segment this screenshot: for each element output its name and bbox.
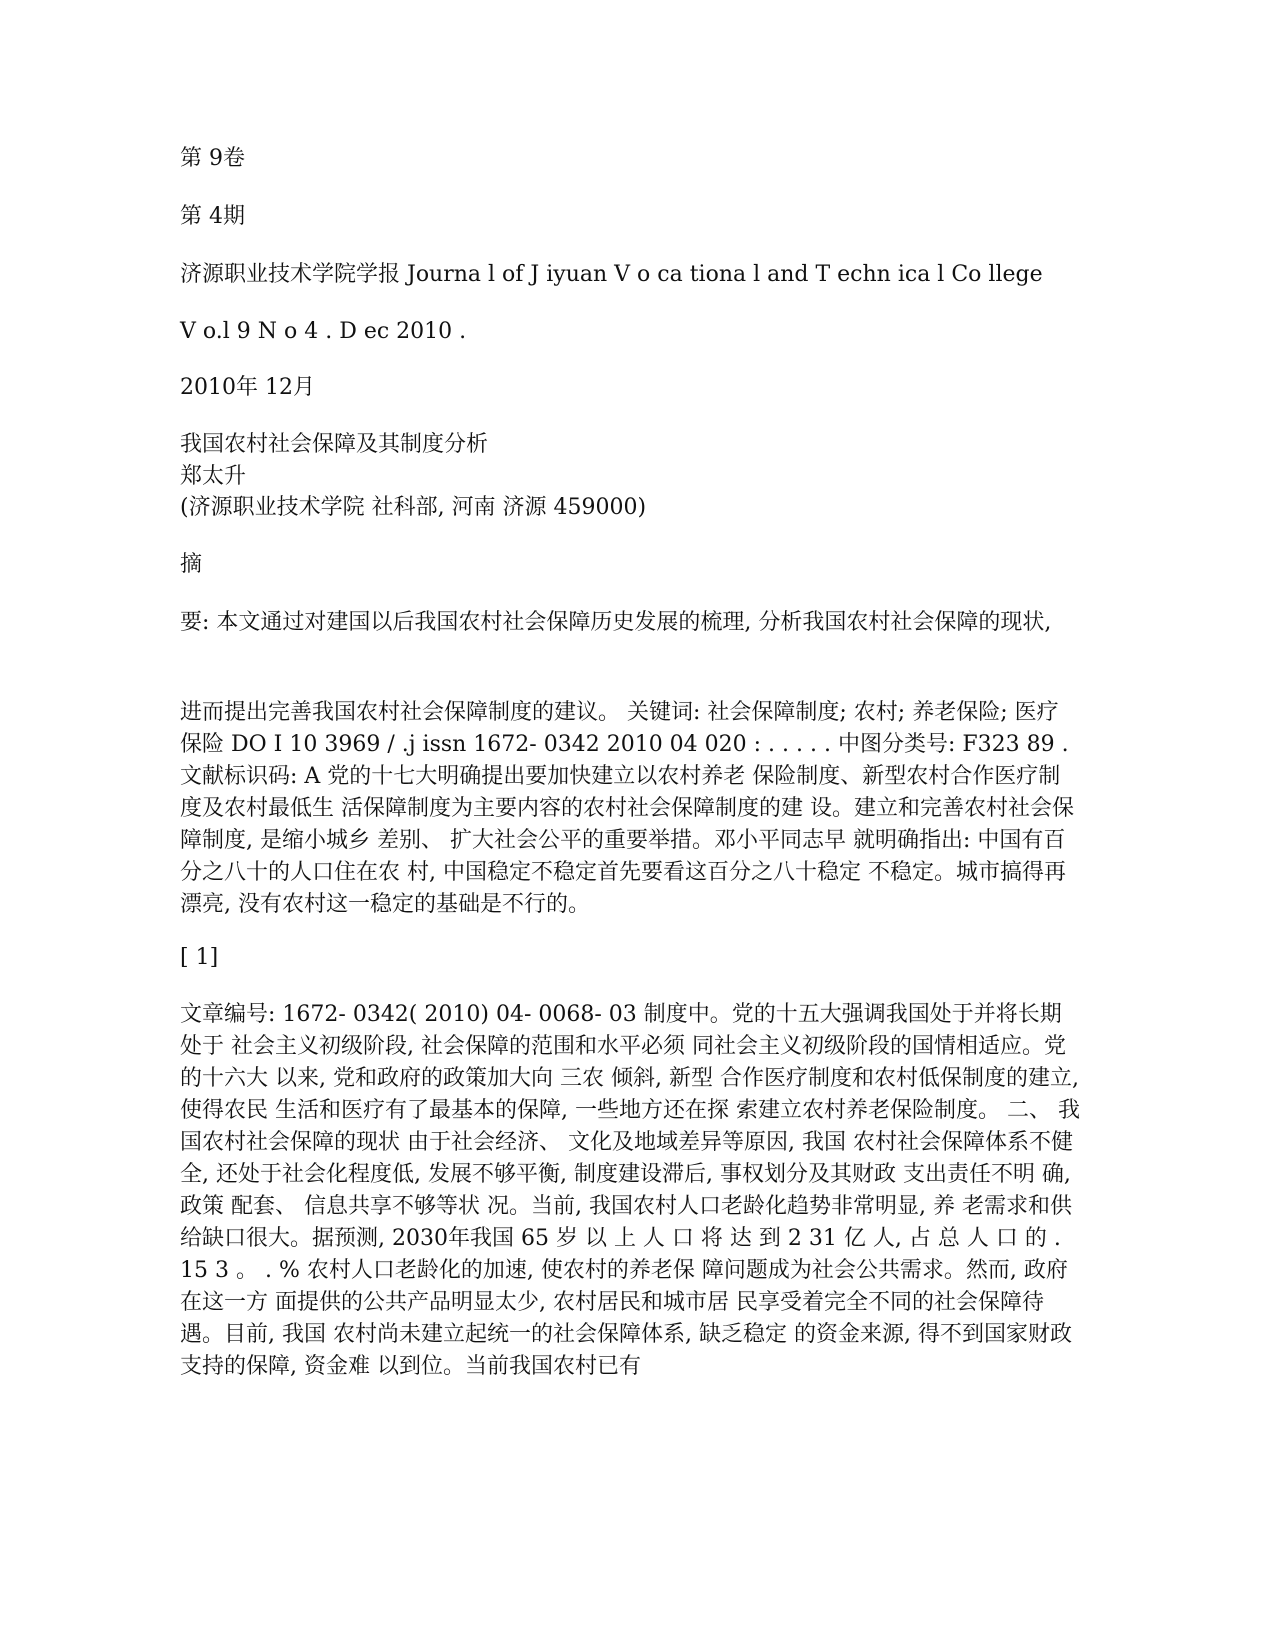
body-paragraph-1: 进而提出完善我国农村社会保障制度的建议。 关键词: 社会保障制度; 农村; 养老保险; 医疗保险 DO I 10 3969 / .j issn 1672- 0342 2010 04 020 : . . . . . 中图分类号: F323 89 . 文献标识码: A 党的十七大明确提出要加快建立以农村养老 保险制度、新型农村合作医疗制度及农村最低生 活保障制度为主要内容的农村社会保障制度的建 设。建立和完善农村社会保障制度, 是缩小城乡 差别、 扩大社会公平的重要举措。邓小平同志早 就明确指出: 中国有百 分之八十的人口住在农 村, 中国稳定不稳定首先要看这百分之八十稳定 不稳定。城市搞得再漂亮, 没有农村这一稳定的基础是不行的。	[180, 700, 1074, 917]
abstract-heading: 摘	[180, 552, 203, 577]
journal-title: 济源职业技术学院学报 Journa l of J iyuan V o ca tiona l and T echn ica l Co llege	[180, 262, 1043, 287]
volume-number-line: V o.l 9 N o 4 . D ec 2010 .	[180, 319, 467, 344]
issue-label: 第 4期	[180, 204, 245, 229]
publication-date: 2010年 12月	[180, 375, 315, 400]
article-title: 我国农村社会保障及其制度分析	[180, 432, 489, 457]
citation-marker: [ 1]	[180, 945, 219, 970]
author-affiliation: (济源职业技术学院 社科部, 河南 济源 459000)	[180, 495, 647, 520]
body-paragraph-2: 文章编号: 1672- 0342( 2010) 04- 0068- 03 制度中。党的十五大强调我国处于并将长期处于 社会主义初级阶段, 社会保障的范围和水平必须 同社会主义初级阶段的国情相适应。党的十六大 以来, 党和政府的政策加大向 三农 倾斜, 新型 合作医疗制度和农村低保制度的建立, 使得农民 生活和医疗有了最基本的保障, 一些地方还在探 索建立农村养老保险制度。 二、 我国农村社会保障的现状 由于社会经济、 文化及地域差异等原因, 我国 农村社会保障体系不健全, 还处于社会化程度低, 发展不够平衡, 制度建设滞后, 事权划分及其财政 支出责任不明 确, 政策 配套、 信息共享不够等状 况。当前, 我国农村人口老龄化趋势非常明显, 养 老需求和供给缺口很大。据预测, 2030年我国 65 岁 以 上 人 口 将 达 到 2 31 亿 人, 占 总 人 口 的 . 15 3 。 . % 农村人口老龄化的加速, 使农村的养老保 障问题成为社会公共需求。然而, 政府在这一方 面提供的公共产品明显太少, 农村居民和城市居 民享受着完全不同的社会保障待遇。目前, 我国 农村尚未建立起统一的社会保障体系, 缺乏稳定 的资金来源, 得不到国家财政支持的保障, 资金难 以到位。当前我国农村已有	[180, 1002, 1080, 1379]
abstract-text: 要: 本文通过对建国以后我国农村社会保障历史发展的梳理, 分析我国农村社会保障的现状,	[180, 610, 1052, 635]
author-name: 郑太升	[180, 464, 247, 489]
volume-label: 第 9卷	[180, 146, 245, 171]
